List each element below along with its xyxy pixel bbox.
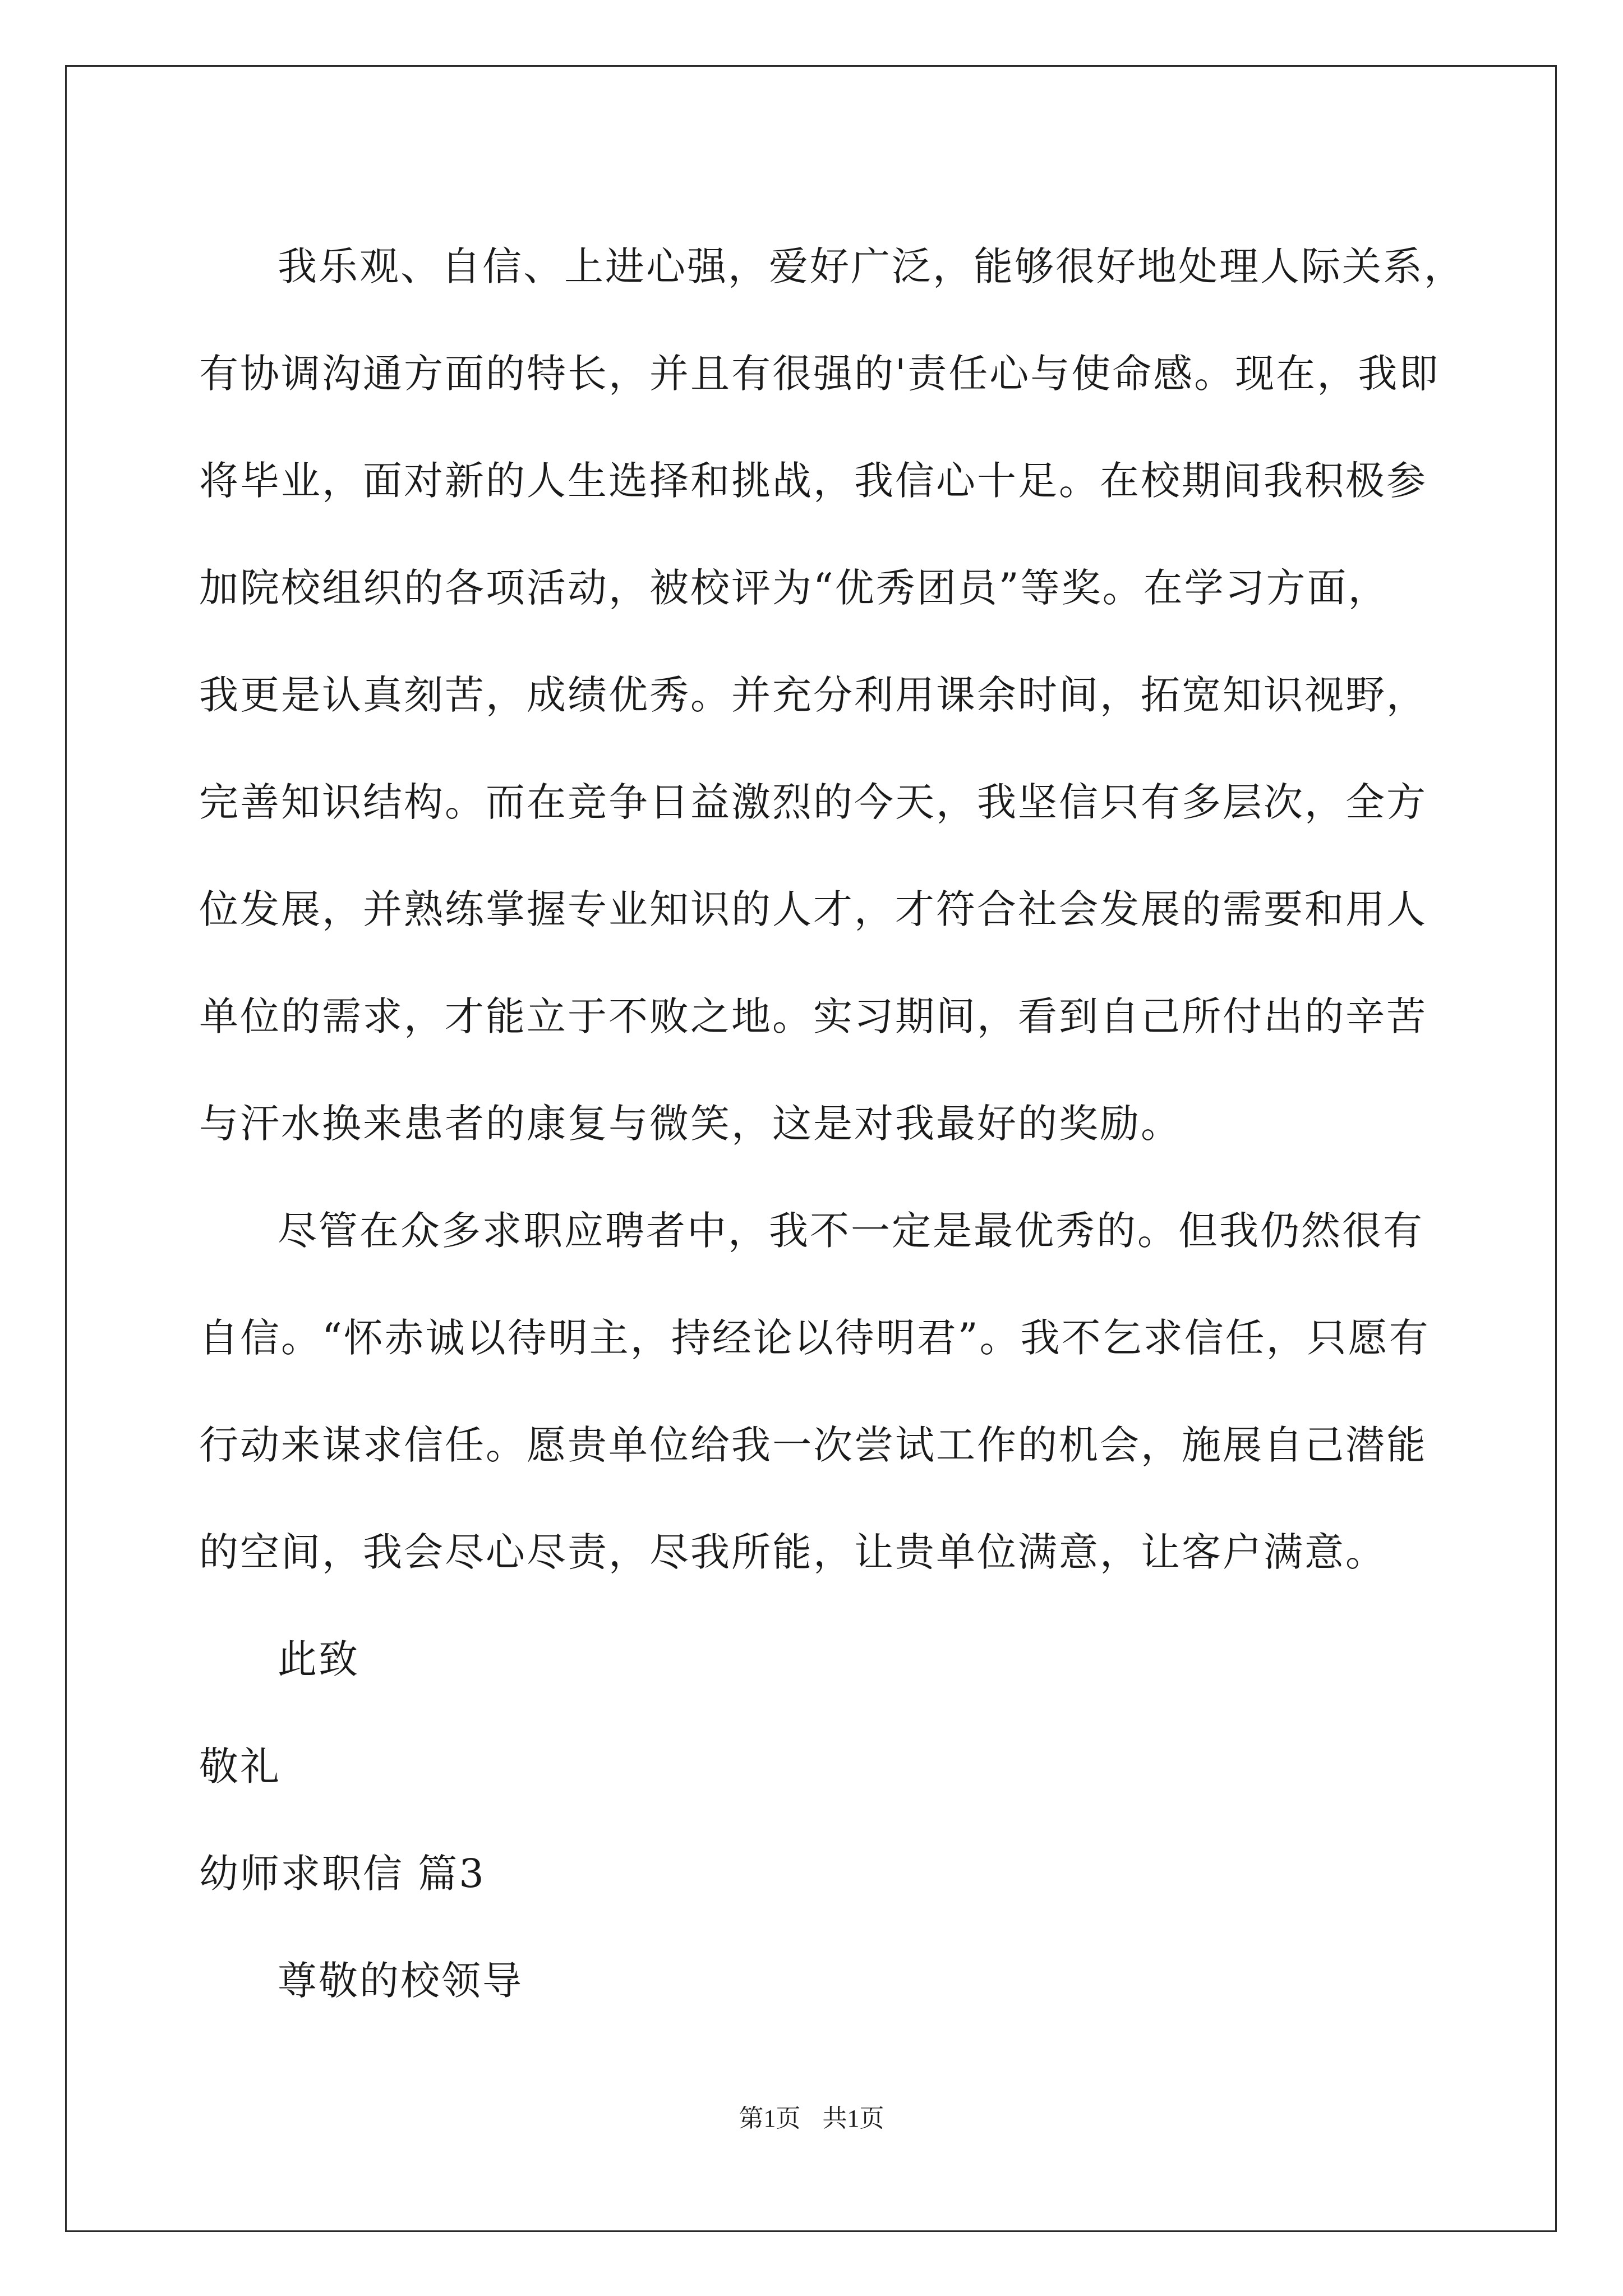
page-number-current: 第1页 (739, 2105, 801, 2132)
text-line: 我更是认真刻苦，成绩优秀。并充分利用课余时间，拓宽知识视野， (199, 672, 1427, 718)
closing-zhizhi: 此致 (278, 1636, 359, 1682)
document-body (199, 213, 1465, 2035)
text-line: 位发展，并熟练掌握专业知识的人才，才符合社会发展的需要和用人 (199, 886, 1427, 932)
text-line: 尽管在众多求职应聘者中，我不一定是最优秀的。但我仍然很有 (278, 1208, 1424, 1254)
text-line: 完善知识结构。而在竞争日益激烈的今天，我坚信只有多层次，全方 (199, 779, 1427, 825)
text-line: 行动来谋求信任。愿贵单位给我一次尝试工作的机会，施展自己潜能 (199, 1422, 1427, 1468)
text-line: 单位的需求，才能立于不败之地。实习期间，看到自己所付出的辛苦 (199, 993, 1427, 1039)
text-line: 我乐观、自信、上进心强，爱好广泛，能够很好地处理人际关系， (278, 243, 1465, 289)
paragraph-2 (199, 1177, 1430, 1606)
page-number-total: 共1页 (822, 2105, 884, 2132)
text-line: 有协调沟通方面的特长，并且有很强的'责任心与使命感。现在，我即 (199, 351, 1440, 397)
closing-jingli: 敬礼 (199, 1743, 281, 1789)
page-footer (0, 2098, 1623, 2134)
text-line: 加院校组织的各项活动，被校评为“优秀团员”等奖。在学习方面， (199, 565, 1389, 611)
paragraph-1 (199, 213, 1465, 1177)
text-line: 的空间，我会尽心尽责，尽我所能，让贵单位满意，让客户满意。 (199, 1529, 1386, 1575)
text-line: 自信。“怀赤诚以待明主，持经论以待明君”。我不乞求信任，只愿有 (199, 1315, 1430, 1361)
text-line: 与汗水换来患者的康复与微笑，这是对我最好的奖励。 (199, 1101, 1182, 1147)
section-title: 幼师求职信 篇3 (199, 1851, 486, 1897)
text-line: 将毕业，面对新的人生选择和挑战，我信心十足。在校期间我积极参 (199, 458, 1427, 504)
salutation: 尊敬的校领导 (278, 1958, 523, 2004)
